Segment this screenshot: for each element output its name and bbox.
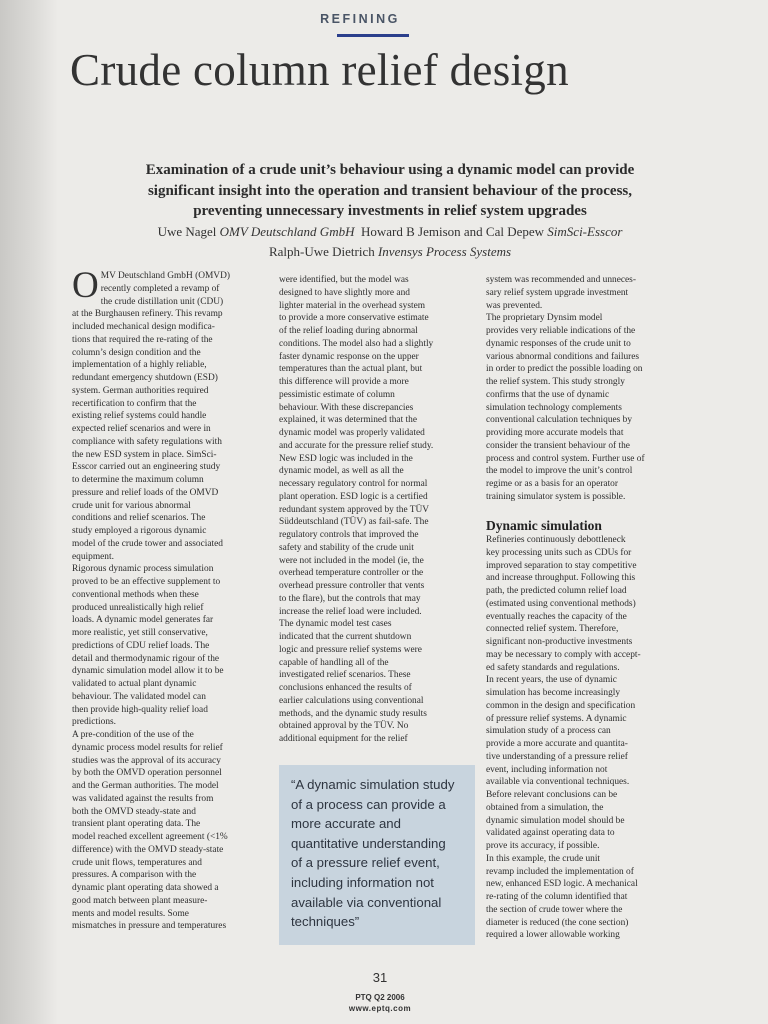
text-line: confirms that the use of dynamic bbox=[486, 389, 610, 400]
text-line: compliance with safety regulations with bbox=[72, 436, 222, 447]
text-line: A pre-condition of the use of the bbox=[72, 730, 194, 740]
text-line: model reached excellent agreement (<1% bbox=[72, 832, 228, 842]
text-line: re-rating of the column identified that bbox=[486, 892, 628, 902]
text-line: conventional calculation techniques by bbox=[486, 415, 633, 426]
text-line: training simulator system is possible. bbox=[486, 491, 626, 502]
deck-line: significant insight into the operation and transient behaviour of the process, bbox=[147, 182, 633, 199]
text-line: and the German authorities. The model bbox=[72, 781, 219, 791]
text-line: and increase throughput. Following this bbox=[486, 573, 636, 584]
text-line: of a process can provide a bbox=[291, 796, 446, 812]
text-line: faster dynamic response on the upper bbox=[279, 351, 419, 362]
text-line: eventually reaches the capacity of the bbox=[486, 611, 627, 622]
text-line: regime or as a basis for an operator bbox=[486, 479, 618, 489]
deck-line: Examination of a crude unit’s behaviour using a dynamic model can provide bbox=[145, 162, 635, 178]
text-line: plant operation. ESD logic is a certified bbox=[279, 491, 428, 502]
text-line: methods, and the dynamic study results bbox=[279, 708, 427, 719]
text-line: designed to have slightly more and bbox=[279, 287, 410, 298]
text-line: dynamic model was properly validated bbox=[279, 428, 425, 438]
text-line: more accurate and bbox=[291, 816, 401, 832]
text-line: overhead temperature controller or the bbox=[279, 568, 424, 579]
text-line: studies was the approval of its accuracy bbox=[72, 755, 221, 766]
text-line: good match between plant measure- bbox=[72, 895, 208, 906]
text-line: “A dynamic simulation study bbox=[291, 777, 455, 792]
text-line: temperatures than the actual plant, but bbox=[279, 364, 423, 375]
text-line: simulation study of a process can bbox=[486, 726, 611, 737]
text-line: necessary regulatory control for normal bbox=[279, 479, 428, 489]
text-line: dynamic simulation model allow it to be bbox=[72, 666, 224, 677]
text-line: revamp included the implementation of bbox=[486, 866, 634, 877]
author-name: Howard B Jemison and Cal Depew bbox=[360, 224, 545, 239]
author-affiliation: Invensys Process Systems bbox=[377, 244, 512, 259]
text-line: existing relief systems could handle bbox=[72, 411, 207, 422]
text-line: proved to be an effective supplement to bbox=[72, 577, 221, 587]
text-line: Esscor carried out an engineering study bbox=[72, 462, 221, 473]
text-line: sary relief system upgrade investment bbox=[486, 287, 629, 298]
text-line: model of the crude tower and associated bbox=[72, 538, 223, 549]
text-line: new, enhanced ESD logic. A mechanical bbox=[486, 879, 638, 890]
text-line: earlier calculations using conventional bbox=[279, 695, 424, 706]
text-line: may be necessary to comply with accept- bbox=[486, 649, 641, 660]
text-line: consider the transient behaviour of the bbox=[486, 440, 630, 451]
text-line: of the relief loading during abnormal bbox=[279, 326, 418, 336]
text-line: difference) with the OMVD steady-state bbox=[72, 844, 224, 855]
text-line: dynamic plant operating data showed a bbox=[72, 883, 219, 893]
text-line: behaviour. With these discrepancies bbox=[279, 402, 414, 413]
text-line: redundant system approved by the TÜV bbox=[279, 504, 430, 515]
text-line: conventional methods when these bbox=[72, 589, 199, 600]
text-line: validated against operating data to bbox=[486, 828, 615, 839]
text-line: providing more accurate models that bbox=[486, 428, 624, 438]
text-line: system was recommended and unneces- bbox=[486, 275, 636, 285]
text-line: ments and model results. Some bbox=[72, 908, 189, 919]
text-line: loads. A dynamic model generates far bbox=[72, 615, 214, 626]
text-line: were identified, but the model was bbox=[279, 275, 409, 285]
page-number: 31 bbox=[372, 970, 388, 985]
text-line: overhead pressure controller that vents bbox=[279, 581, 425, 591]
text-line: crude unit flows, temperatures and bbox=[72, 857, 202, 868]
text-column-2 bbox=[279, 274, 475, 746]
text-line: pressure and relief loads of the OMVD bbox=[72, 487, 219, 498]
author-byline bbox=[70, 222, 710, 262]
text-line: provides very reliable indications of the bbox=[486, 326, 636, 336]
text-line: Süddeutschland (TÜV) as fail-safe. The bbox=[279, 517, 429, 528]
text-line: column’s design condition and the bbox=[72, 347, 201, 358]
author-name: Ralph-Uwe Dietrich bbox=[268, 244, 375, 259]
text-line: expected relief scenarios and were in bbox=[72, 424, 211, 434]
text-line: investigated relief scenarios. These bbox=[279, 670, 411, 681]
text-line: including information not bbox=[291, 874, 434, 890]
text-line: behaviour. The validated model can bbox=[72, 691, 206, 702]
text-line: explained, it was determined that the bbox=[279, 415, 417, 426]
text-line: predictions of CDU relief loads. The bbox=[72, 640, 210, 651]
text-line: were not included in the model (ie, the bbox=[279, 555, 424, 566]
text-line: by both the OMVD operation personnel bbox=[72, 768, 222, 779]
text-line: event, including information not bbox=[486, 764, 608, 775]
text-line: the section of crude tower where the bbox=[486, 904, 623, 915]
text-line: then provide high-quality relief load bbox=[72, 704, 208, 715]
text-line: required a lower allowable working bbox=[486, 930, 620, 941]
text-line: common in the design and specification bbox=[486, 700, 636, 711]
text-column-3-continued bbox=[486, 534, 682, 942]
text-line: the crude distillation unit (CDU) bbox=[100, 296, 224, 307]
text-line: safety and stability of the crude unit bbox=[279, 542, 414, 553]
text-line: detail and thermodynamic rigour of the bbox=[72, 653, 220, 664]
text-line: conclusions enhanced the results of bbox=[279, 683, 412, 693]
text-line: simulation technology complements bbox=[486, 402, 622, 413]
text-line: path, the predicted column relief load bbox=[486, 586, 627, 596]
author-affiliation: OMV Deutschland GmbH bbox=[219, 224, 355, 239]
text-line: additional equipment for the relief bbox=[279, 734, 408, 744]
text-line: conditions and relief scenarios. The bbox=[72, 513, 206, 524]
pull-quote bbox=[279, 765, 475, 945]
text-line: both the OMVD steady-state and bbox=[72, 806, 196, 817]
drop-cap: O bbox=[72, 265, 99, 306]
text-line: tive understanding of a pressure relief bbox=[486, 751, 628, 762]
deck-line: preventing unnecessary investments in relief system upgrades bbox=[193, 203, 587, 219]
section-rule bbox=[337, 34, 409, 37]
text-line: crude unit for various abnormal bbox=[72, 500, 191, 511]
text-line: this difference will provide a more bbox=[279, 377, 409, 387]
text-line: capable of handling all of the bbox=[279, 657, 389, 668]
text-line: lighter material in the overhead system bbox=[279, 300, 426, 311]
text-line: at the Burghausen refinery. This revamp bbox=[72, 309, 223, 320]
text-line: available via conventional bbox=[291, 894, 442, 910]
text-line: was prevented. bbox=[486, 300, 543, 311]
text-line: of pressure relief systems. A dynamic bbox=[486, 713, 627, 724]
text-line: to determine the maximum column bbox=[72, 475, 204, 485]
text-line: logic and pressure relief systems were bbox=[279, 644, 422, 655]
text-line: recertification to confirm that the bbox=[72, 398, 197, 409]
author-line-2 bbox=[70, 242, 710, 262]
text-line: the new ESD system in place. SimSci- bbox=[72, 449, 217, 460]
text-line: techniques” bbox=[291, 914, 360, 930]
article-deck bbox=[80, 160, 700, 222]
text-line: mismatches in pressure and temperatures bbox=[72, 921, 227, 932]
text-line: MV Deutschland GmbH (OMVD) bbox=[100, 271, 230, 281]
website-url: www.eptq.com bbox=[348, 1004, 412, 1013]
text-line: regulatory controls that improved the bbox=[279, 530, 419, 540]
text-line: dynamic model, as well as all the bbox=[279, 466, 404, 477]
pull-quote-text bbox=[291, 775, 471, 932]
text-line: ed safety standards and regulations. bbox=[486, 662, 620, 673]
text-line: connected relief system. Therefore, bbox=[486, 624, 619, 635]
text-line: transient plant operating data. The bbox=[72, 819, 201, 830]
text-line: process and control system. Further use of bbox=[486, 453, 645, 464]
text-line: In this example, the crude unit bbox=[486, 853, 601, 864]
article-title: Crude column relief design bbox=[70, 45, 569, 95]
drop-cap-lines bbox=[72, 265, 270, 308]
text-line: (estimated using conventional methods) bbox=[486, 598, 636, 609]
text-line: the model to improve the unit’s control bbox=[486, 466, 633, 477]
text-line: in order to predict the possible loading on bbox=[486, 364, 643, 375]
text-line: dynamic simulation model should be bbox=[486, 815, 625, 826]
text-line: The proprietary Dynsim model bbox=[486, 313, 603, 324]
text-line: dynamic responses of the crude unit to bbox=[486, 338, 631, 349]
text-line: the relief system. This study strongly bbox=[486, 377, 625, 387]
text-line: key processing units such as CDUs for bbox=[486, 547, 632, 558]
text-line: provide a more accurate and quantita- bbox=[486, 739, 628, 749]
text-line: In recent years, the use of dynamic bbox=[486, 675, 617, 686]
text-column-3 bbox=[486, 274, 682, 504]
column-body bbox=[72, 308, 270, 933]
text-line: pressures. A comparison with the bbox=[72, 870, 197, 881]
text-line: various abnormal conditions and failures bbox=[486, 351, 640, 362]
text-line: simulation has become increasingly bbox=[486, 688, 621, 698]
text-line: Before relevant conclusions can be bbox=[486, 790, 618, 800]
text-line: included mechanical design modifica- bbox=[72, 322, 215, 332]
text-line: increase the relief load were included. bbox=[279, 606, 422, 617]
text-line: implementation of a highly reliable, bbox=[72, 360, 207, 371]
text-line: Rigorous dynamic process simulation bbox=[72, 564, 214, 575]
text-line: pessimistic estimate of column bbox=[279, 389, 395, 400]
text-line: to the flare), but the controls that may bbox=[279, 593, 421, 604]
issue-label: PTQ Q2 2006 bbox=[355, 993, 405, 1002]
text-line: was validated against the results from bbox=[72, 793, 214, 804]
text-line: The dynamic model test cases bbox=[279, 619, 392, 630]
text-line: to provide a more conservative estimate bbox=[279, 313, 429, 324]
text-line: conditions. The model also had a slightly bbox=[279, 338, 434, 349]
text-line: produced unrealistically high relief bbox=[72, 602, 204, 613]
section-label: REFINING bbox=[320, 12, 400, 26]
text-line: recently completed a revamp of bbox=[100, 283, 220, 294]
text-line: more realistic, yet still conservative, bbox=[72, 628, 208, 638]
text-line: equipment. bbox=[72, 551, 114, 562]
text-line: significant non-productive investments bbox=[486, 637, 633, 647]
text-line: predictions. bbox=[72, 717, 117, 728]
text-line: available via conventional techniques. bbox=[486, 777, 630, 788]
text-line: system. German authorities required bbox=[72, 385, 209, 396]
text-line: obtained from a simulation, the bbox=[486, 802, 604, 813]
text-line: quantitative understanding bbox=[291, 835, 446, 851]
text-line: tions that required the re-rating of the bbox=[72, 334, 213, 345]
text-line: of a pressure relief event, bbox=[291, 855, 440, 871]
text-line: New ESD logic was included in the bbox=[279, 453, 413, 464]
text-column-1 bbox=[72, 265, 270, 933]
text-line: prove its accuracy, if possible. bbox=[486, 841, 600, 851]
text-line: indicated that the current shutdown bbox=[279, 632, 412, 642]
text-line: obtained approval by the TÜV. No bbox=[279, 721, 409, 732]
text-line: improved separation to stay competitive bbox=[486, 560, 637, 571]
text-line: dynamic process model results for relief bbox=[72, 742, 223, 753]
text-line: Refineries continuously debottleneck bbox=[486, 535, 626, 545]
author-line-1 bbox=[70, 222, 710, 242]
author-name: Uwe Nagel bbox=[157, 224, 217, 239]
text-line: diameter is reduced (the cone section) bbox=[486, 917, 629, 928]
text-line: validated to actual plant dynamic bbox=[72, 679, 197, 689]
author-affiliation: SimSci-Esscor bbox=[547, 224, 623, 239]
text-line: redundant emergency shutdown (ESD) bbox=[72, 373, 218, 383]
text-line: study employed a rigorous dynamic bbox=[72, 526, 207, 536]
subheading-dynamic-simulation: Dynamic simulation bbox=[486, 518, 602, 533]
text-line: and accurate for the pressure relief study. bbox=[279, 440, 434, 451]
